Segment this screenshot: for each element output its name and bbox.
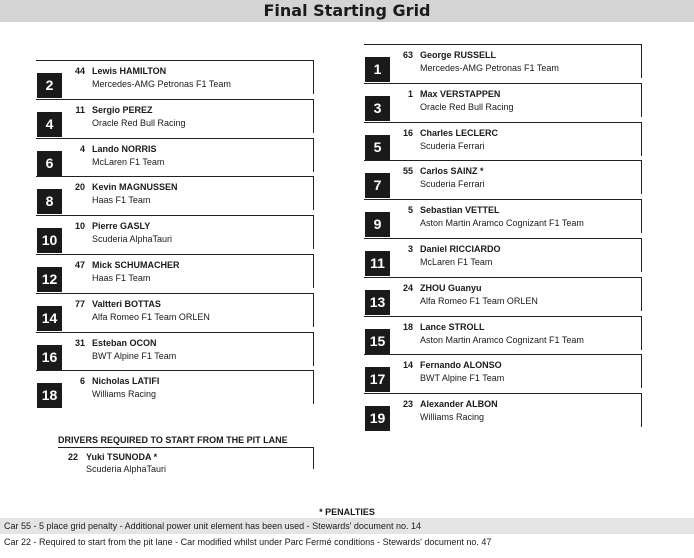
car-number: 5 xyxy=(407,205,413,216)
driver-name: Sergio PEREZ xyxy=(92,104,153,115)
pit-lane-entry xyxy=(58,447,314,474)
grid-slot xyxy=(36,138,314,172)
grid-position-badge: 1 xyxy=(365,57,390,82)
driver-name: Max VERSTAPPEN xyxy=(420,88,501,99)
grid-slot xyxy=(364,277,642,311)
penalty-line: Car 22 - Required to start from the pit lane - Car modified whilst under Parc Fermé conditions - Stewards' document no. 47 xyxy=(4,537,492,547)
team-name: Scuderia Ferrari xyxy=(420,179,485,190)
grid-slot xyxy=(364,238,642,272)
driver-name: Nicholas LATIFI xyxy=(92,376,160,387)
grid-slot xyxy=(36,254,314,288)
title-bar xyxy=(0,0,694,22)
car-number: 77 xyxy=(74,298,85,309)
team-name: Williams Racing xyxy=(92,389,157,400)
page-title: Final Starting Grid xyxy=(263,1,431,20)
grid-position-badge: 7 xyxy=(365,173,390,198)
team-name: Aston Martin Aramco Cognizant F1 Team xyxy=(420,218,584,229)
penalty-line: Car 55 - 5 place grid penalty - Additional power unit element has been used - Stewards' document no. 14 xyxy=(0,518,694,534)
grid-position-badge: 10 xyxy=(37,228,62,253)
driver-name: Alexander ALBON xyxy=(420,399,498,410)
driver-name: Yuki TSUNODA * xyxy=(86,452,158,462)
grid-position-badge: 4 xyxy=(37,112,62,137)
car-number: 47 xyxy=(74,260,85,270)
car-number: 31 xyxy=(74,337,85,348)
team-name: Scuderia AlphaTauri xyxy=(86,464,167,474)
team-name: BWT Alpine F1 Team xyxy=(420,373,505,384)
driver-name: Valtteri BOTTAS xyxy=(92,298,161,309)
grid-position-badge: 6 xyxy=(37,151,62,176)
driver-name: Sebastian VETTEL xyxy=(420,205,500,216)
team-name: McLaren F1 Team xyxy=(92,156,165,167)
grid-position-badge: 19 xyxy=(365,406,390,431)
grid-slot xyxy=(36,215,314,249)
grid-slot xyxy=(36,370,314,404)
team-name: Oracle Red Bull Racing xyxy=(420,101,514,112)
grid-slot xyxy=(364,316,642,350)
grid-slot xyxy=(36,293,314,327)
driver-name: Mick SCHUMACHER xyxy=(92,260,180,270)
driver-name: Lewis HAMILTON xyxy=(92,66,167,76)
grid-slot xyxy=(36,176,314,210)
car-number: 22 xyxy=(67,452,78,462)
team-name: Scuderia AlphaTauri xyxy=(92,234,173,245)
grid-position-badge: 15 xyxy=(365,329,390,354)
driver-name: Esteban OCON xyxy=(92,337,157,348)
driver-name: Daniel RICCIARDO xyxy=(420,244,501,254)
grid-slot xyxy=(364,83,642,117)
team-name: BWT Alpine F1 Team xyxy=(92,350,177,361)
car-number: 6 xyxy=(79,376,85,387)
team-name: Haas F1 Team xyxy=(92,195,151,206)
car-number: 44 xyxy=(74,66,85,76)
team-name: Mercedes-AMG Petronas F1 Team xyxy=(92,79,231,89)
driver-name: Carlos SAINZ * xyxy=(420,166,484,177)
car-number: 11 xyxy=(75,104,85,115)
car-number: 4 xyxy=(79,143,85,154)
team-name: Alfa Romeo F1 Team ORLEN xyxy=(92,311,210,322)
grid-slot xyxy=(364,393,642,427)
driver-name: ZHOU Guanyu xyxy=(420,282,482,293)
driver-name: Charles LECLERC xyxy=(420,127,499,138)
team-name: Mercedes-AMG Petronas F1 Team xyxy=(420,63,559,73)
grid-position-badge: 17 xyxy=(365,367,390,392)
grid-position-badge: 8 xyxy=(37,189,62,214)
driver-name: Lance STROLL xyxy=(420,321,485,332)
car-number: 55 xyxy=(402,166,413,177)
team-name: Haas F1 Team xyxy=(92,273,151,283)
team-name: Williams Racing xyxy=(420,412,485,423)
car-number: 1 xyxy=(407,88,413,99)
grid-slot xyxy=(364,354,642,388)
grid-position-badge: 16 xyxy=(37,345,62,370)
driver-name: Pierre GASLY xyxy=(92,221,151,232)
driver-name: George RUSSELL xyxy=(420,50,497,60)
grid-position-badge: 12 xyxy=(37,267,62,292)
car-number: 20 xyxy=(74,182,85,193)
grid-position-badge: 5 xyxy=(365,135,390,160)
car-number: 16 xyxy=(402,127,413,138)
grid-position-badge: 11 xyxy=(365,251,390,276)
grid-slot xyxy=(36,60,314,94)
grid-slot xyxy=(364,122,642,156)
grid-position-badge: 2 xyxy=(37,73,62,98)
driver-name: Lando NORRIS xyxy=(92,143,157,154)
grid-position-badge: 13 xyxy=(365,290,390,315)
team-name: Alfa Romeo F1 Team ORLEN xyxy=(420,295,538,306)
team-name: Aston Martin Aramco Cognizant F1 Team xyxy=(420,334,584,345)
team-name: Oracle Red Bull Racing xyxy=(92,117,186,128)
grid-position-badge: 3 xyxy=(365,96,390,121)
car-number: 24 xyxy=(402,282,413,293)
team-name: McLaren F1 Team xyxy=(420,257,493,267)
driver-name: Kevin MAGNUSSEN xyxy=(92,182,178,193)
car-number: 14 xyxy=(402,360,413,371)
car-number: 23 xyxy=(402,399,413,410)
team-name: Scuderia Ferrari xyxy=(420,140,485,151)
grid-slot xyxy=(36,99,314,133)
grid-slot xyxy=(364,160,642,194)
grid-position-badge: 18 xyxy=(37,383,62,408)
penalties-heading: * PENALTIES xyxy=(319,507,375,517)
car-number: 10 xyxy=(74,221,85,232)
car-number: 18 xyxy=(402,321,413,332)
pit-lane-heading: DRIVERS REQUIRED TO START FROM THE PIT LANE xyxy=(58,435,288,445)
grid-slot xyxy=(364,199,642,233)
car-number: 63 xyxy=(402,50,413,60)
driver-name: Fernando ALONSO xyxy=(420,360,502,371)
grid-position-badge: 9 xyxy=(365,212,390,237)
grid-position-badge: 14 xyxy=(37,306,62,331)
car-number: 3 xyxy=(407,244,413,254)
grid-slot xyxy=(36,332,314,366)
grid-slot xyxy=(364,44,642,78)
